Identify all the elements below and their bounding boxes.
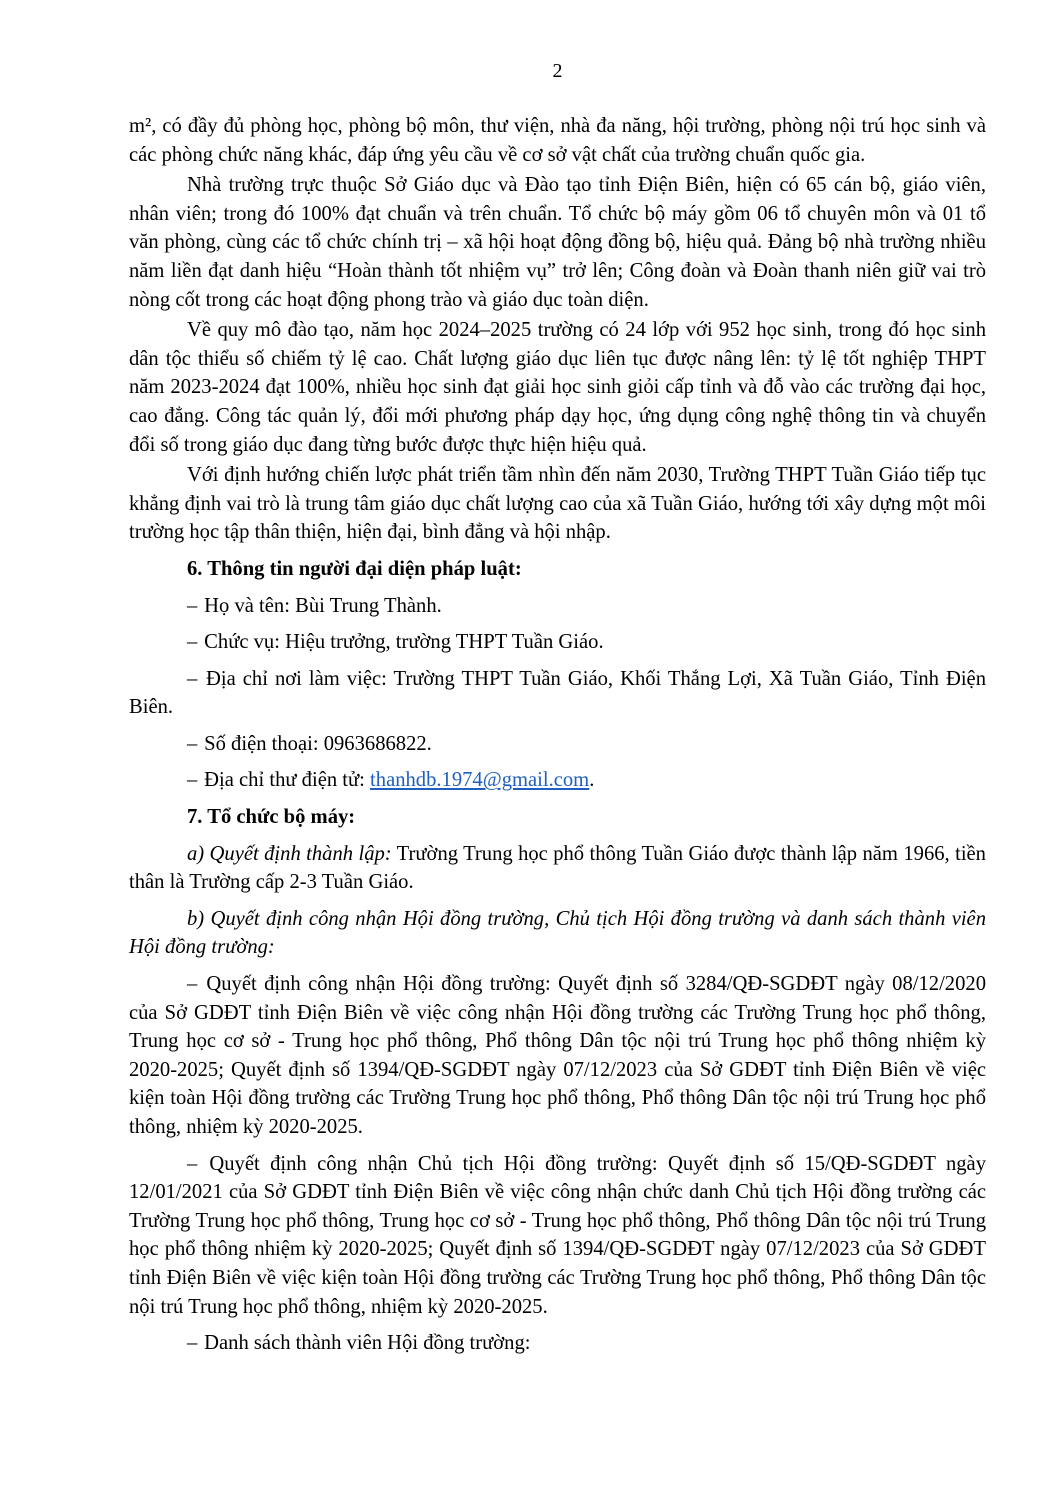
paragraph-scale: Về quy mô đào tạo, năm học 2024–2025 trường có 24 lớp với 952 học sinh, trong đó học sinh dân tộc thiểu số chiếm tỷ lệ cao. Chất lượng giáo dục liên tục được nâng lên: tỷ lệ tốt nghiệp THPT năm 2023-2024 đạt 100%, nhiều học sinh đạt giải học sinh giỏi cấp tỉnh và đỗ vào các trường đại học, cao đẳng. Công tác quản lý, đổi mới phương pháp dạy học, ứng dụng công nghệ thông tin và chuyển đổi số trong giáo dục đang từng bước được thực hiện hiệu quả.: [129, 319, 986, 456]
list-item-phone: – Số điện thoại: 0963686822.: [129, 730, 986, 759]
paragraph-vision: Với định hướng chiến lược phát triển tầm nhìn đến năm 2030, Trường THPT Tuần Giáo tiếp tục khẳng định vai trò là trung tâm giáo dục chất lượng cao của xã Tuần Giáo, hướng tới xây dựng một môi trường học tập thân thiện, hiện đại, bình đẳng và hội nhập.: [129, 464, 986, 544]
list-item-chair-decision: – Quyết định công nhận Chủ tịch Hội đồng trường: Quyết định số 15/QĐ-SGDĐT ngày 12/01/2021 của Sở GDĐT tỉnh Điện Biên về việc công nhận chức danh Chủ tịch Hội đồng trường các Trường Trung học phổ thông, Trung học cơ sở - Trung học phổ thông, Phổ thông Dân tộc nội trú Trung học phổ thông nhiệm kỳ 2020-2025; Quyết định số 1394/QĐ-SGDĐT ngày 07/12/2023 của Sở GDĐT tỉnh Điện Biên về việc kiện toàn Hội đồng trường các Trường Trung học phổ thông, Phổ thông Dân tộc nội trú Trung học phổ thông, nhiệm kỳ 2020-2025.: [129, 1150, 986, 1322]
list-item-address: – Địa chỉ nơi làm việc: Trường THPT Tuần Giáo, Khối Thắng Lợi, Xã Tuần Giáo, Tỉnh Điện Biên.: [129, 665, 986, 722]
dash-bullet: –: [187, 1332, 198, 1355]
list-item-name: – Họ và tên: Bùi Trung Thành.: [129, 592, 986, 621]
list-item-position: – Chức vụ: Hiệu trưởng, trường THPT Tuần Giáo.: [129, 628, 986, 657]
subsection-a-label: a) Quyết định thành lập:: [187, 842, 392, 865]
dash-bullet: –: [187, 631, 198, 654]
dash-bullet: –: [187, 973, 198, 996]
paragraph-facilities: m², có đầy đủ phòng học, phòng bộ môn, thư viện, nhà đa năng, hội trường, phòng nội trú học sinh và các phòng chức năng khác, đáp ứng yêu cầu về cơ sở vật chất của trường chuẩn quốc gia.: [129, 115, 986, 166]
page-number: 2: [552, 60, 563, 82]
list-item-council-decision: – Quyết định công nhận Hội đồng trường: Quyết định số 3284/QĐ-SGDĐT ngày 08/12/2020 của Sở GDĐT tỉnh Điện Biên về việc công nhận Hội đồng trường các Trường Trung học phổ thông, Trung học cơ sở - Trung học phổ thông, Phổ thông Dân tộc nội trú Trung học phổ thông nhiệm kỳ 2020-2025; Quyết định số 1394/QĐ-SGDĐT ngày 07/12/2023 của Sở GDĐT tỉnh Điện Biên về việc kiện toàn Hội đồng trường các Trường Trung học phổ thông, Phổ thông Dân tộc nội trú Trung học phổ thông, nhiệm kỳ 2020-2025.: [129, 970, 986, 1142]
dash-bullet: –: [187, 667, 198, 690]
dash-bullet: –: [187, 769, 198, 792]
subsection-a-text: Trường Trung học phổ thông Tuần Giáo được thành lập năm 1966, tiền thân là Trường cấp 2-3 Tuần Giáo.: [129, 842, 986, 894]
paragraph-staff: Nhà trường trực thuộc Sở Giáo dục và Đào tạo tỉnh Điện Biên, hiện có 65 cán bộ, giáo viên, nhân viên; trong đó 100% đạt chuẩn và trên chuẩn. Tổ chức bộ máy gồm 06 tổ chuyên môn và 01 tổ văn phòng, cùng các tổ chức chính trị – xã hội hoạt động đồng bộ, hiệu quả. Đảng bộ nhà trường nhiều năm liền đạt danh hiệu “Hoàn thành tốt nhiệm vụ” trở lên; Công đoàn và Đoàn thanh niên giữ vai trò nòng cốt trong các hoạt động phong trào và giáo dục toàn diện.: [129, 174, 986, 311]
document-body: [129, 112, 986, 1358]
subsection-a: [129, 840, 986, 897]
dash-bullet: –: [187, 594, 198, 617]
list-item-email: – Địa chỉ thư điện tử: thanhdb.1974@gmail.com.: [129, 766, 986, 795]
list-item-member-list: – Danh sách thành viên Hội đồng trường:: [129, 1329, 986, 1358]
subsection-b-label: b) Quyết định công nhận Hội đồng trường, Chủ tịch Hội đồng trường và danh sách thành viên Hội đồng trường:: [129, 907, 986, 959]
section-7-heading: 7. Tổ chức bộ máy:: [187, 806, 356, 829]
dash-bullet: –: [187, 732, 198, 755]
section-6-heading: 6. Thông tin người đại diện pháp luật:: [187, 557, 522, 580]
email-link[interactable]: thanhdb.1974@gmail.com: [370, 769, 590, 792]
dash-bullet: –: [187, 1152, 198, 1175]
